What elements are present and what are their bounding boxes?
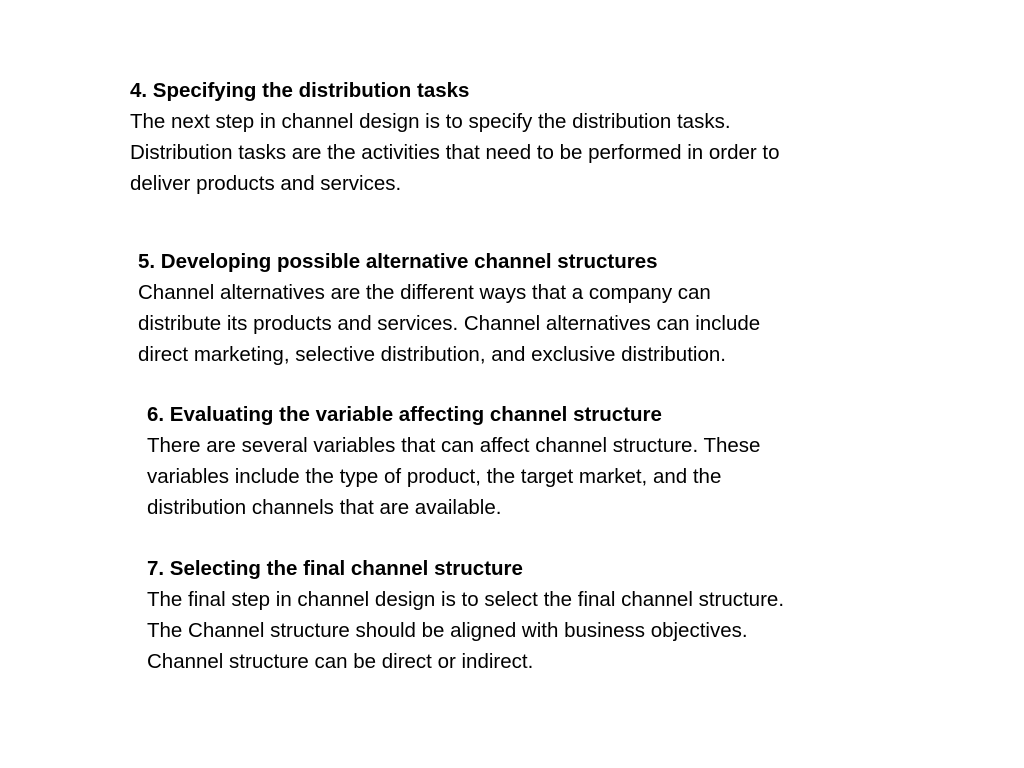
section-alternative-channel-structures	[138, 246, 760, 370]
section-text-line: deliver products and services.	[130, 172, 402, 195]
section-heading: 4. Specifying the distribution tasks	[130, 79, 470, 102]
section-text-line: Distribution tasks are the activities that need to be performed in order to	[130, 141, 780, 164]
section-specifying-distribution-tasks	[130, 75, 780, 199]
section-heading: 7. Selecting the final channel structure	[147, 557, 523, 580]
section-heading: 5. Developing possible alternative channel structures	[138, 250, 658, 273]
section-text-line: There are several variables that can affect channel structure. These	[147, 434, 761, 457]
section-text-line: The Channel structure should be aligned with business objectives.	[147, 619, 748, 642]
section-text-line: Channel structure can be direct or indirect.	[147, 650, 534, 673]
section-text-line: Channel alternatives are the different ways that a company can	[138, 281, 711, 304]
section-text-line: distribute its products and services. Channel alternatives can include	[138, 312, 761, 335]
section-heading: 6. Evaluating the variable affecting channel structure	[147, 403, 662, 426]
section-text-line: The next step in channel design is to specify the distribution tasks.	[130, 110, 731, 133]
section-text-line: direct marketing, selective distribution, and exclusive distribution.	[138, 343, 726, 366]
section-selecting-final-structure	[147, 553, 784, 677]
section-text-line: variables include the type of product, the target market, and the	[147, 465, 722, 488]
section-text-line: The final step in channel design is to select the final channel structure.	[147, 588, 785, 611]
section-text-line: distribution channels that are available.	[147, 496, 502, 519]
section-evaluating-variables	[147, 399, 760, 523]
